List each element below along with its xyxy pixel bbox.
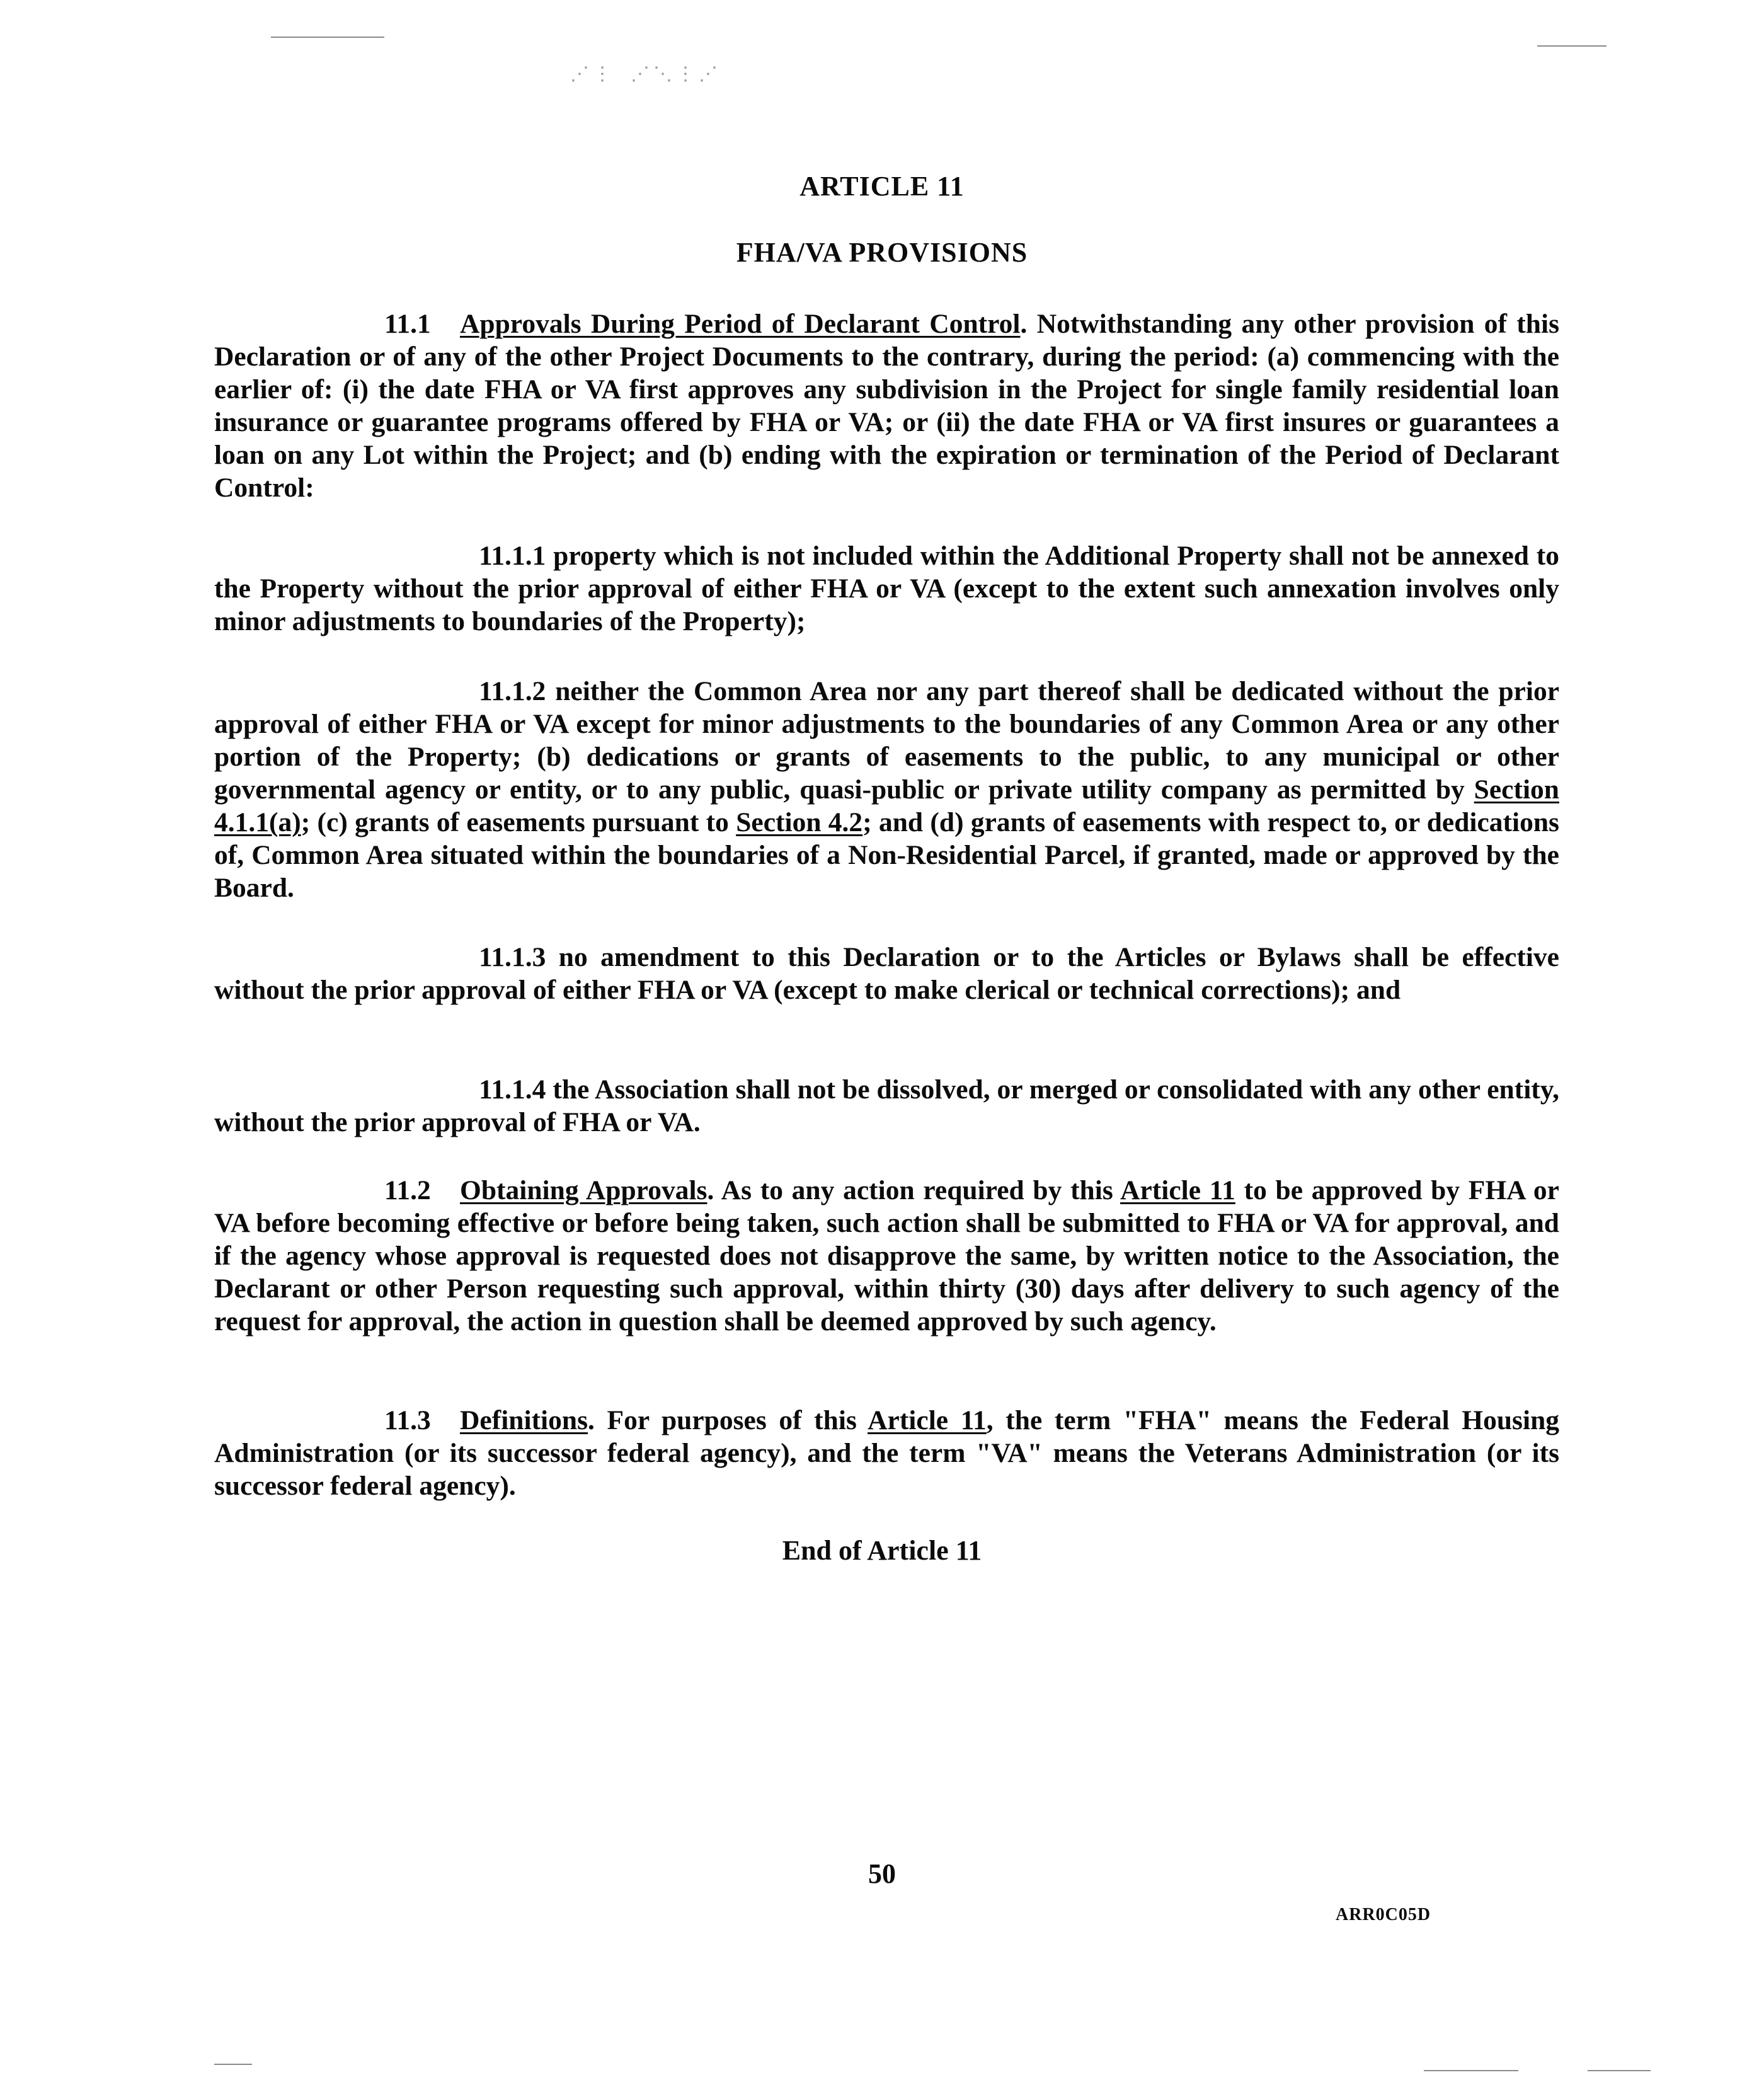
section-heading: Definitions [460, 1405, 588, 1435]
section-number: 11.3 [384, 1405, 431, 1435]
section-11-1 [214, 308, 1559, 504]
section-ref-link: Article 11 [868, 1405, 987, 1435]
scan-stamp-mark: ⋰⋮ ⋰⋱⋮⋰ [570, 65, 722, 86]
section-ref-link: Article 11 [1120, 1175, 1235, 1205]
section-number: 11.1.4 [479, 1074, 546, 1105]
section-body-b: , the term "FHA" means the Federal Housing Administration (or its successor federal agency), and the term "VA" means the Veterans Administration (or its successor federal agency). [214, 1405, 1560, 1501]
section-11-2 [214, 1174, 1559, 1338]
section-11-3 [214, 1404, 1559, 1502]
section-11-1-1 [214, 539, 1559, 638]
section-body-c: ; and (d) grants of easements with respect to, or dedications of, Common Area situated within the boundaries of a Non-Residential Parcel, if granted, made or approved by the Board. [214, 807, 1559, 903]
section-number: 11.1 [384, 309, 431, 339]
section-body: no amendment to this Declaration or to the Articles or Bylaws shall be effective without the prior approval of either FHA or VA (except to make clerical or technical corrections); and [214, 942, 1559, 1005]
section-ref-link: Section 4.2 [736, 807, 863, 837]
section-body-a: . For purposes of this [588, 1405, 868, 1435]
scan-edge-bottom-far-right [1588, 2070, 1651, 2071]
scan-edge-top-left [271, 37, 384, 38]
article-heading: ARTICLE 11 [799, 171, 965, 202]
section-11-1-3 [214, 941, 1559, 1006]
section-number: 11.1.1 [479, 541, 546, 571]
section-number: 11.1.2 [479, 676, 546, 706]
section-body-b: to be approved by FHA or VA before becoming effective or before being taken, such action shall be submitted to FHA or VA for approval, and if the agency whose approval is requested does not disapprove the same, by written notice to the Association, the Declarant or other Person requesting such approval, within thirty (30) days after delivery to such agency of the request for approval, the action in question shall be deemed approved by such agency. [214, 1175, 1559, 1337]
section-heading: Obtaining Approvals [460, 1175, 707, 1205]
section-body: . Notwithstanding any other provision of this Declaration or of any of the other Project Documents to the contrary, during the period: (a) commencing with the earlier of: (i) the date FHA or VA first approves any subdivision in the Project for single family residential loan insurance or guarantee programs offered by FHA or VA; or (ii) the date FHA or VA first insures or guarantees a loan on any Lot within the Project; and (b) ending with the expiration or termination of the Period of Declarant Control: [214, 309, 1560, 503]
section-number: 11.1.3 [479, 942, 546, 972]
article-title: FHA/VA PROVISIONS [736, 237, 1028, 268]
scan-edge-top-right [1537, 45, 1606, 47]
section-body-b: ; (c) grants of easements pursuant to [301, 807, 736, 837]
section-body-a: neither the Common Area nor any part thereof shall be dedicated without the prior approval of either FHA or VA except for minor adjustments to the boundaries of any Common Area or any other portion of the Property; (b) dedications or grants of easements to the public, to any municipal or other governmental agency or entity, or to any public, quasi-public or private utility company as permitted by [214, 676, 1560, 805]
document-code: ARR0C05D [1336, 1905, 1431, 1924]
section-11-1-2 [214, 675, 1559, 904]
scan-edge-bottom-left [214, 2064, 252, 2065]
section-number: 11.2 [384, 1175, 431, 1205]
section-body-a: . As to any action required by this [707, 1175, 1121, 1205]
section-body: property which is not included within the Additional Property shall not be annexed to the Property without the prior approval of either FHA or VA (except to the extent such annexation involves only minor adjustments to boundaries of the Property); [214, 541, 1560, 636]
section-ref-link: Section 4.1.1(a) [214, 774, 1559, 837]
page-number: 50 [868, 1858, 896, 1889]
end-of-article: End of Article 11 [782, 1535, 982, 1566]
section-11-1-4 [214, 1073, 1559, 1139]
section-heading: Approvals During Period of Declarant Control [460, 309, 1021, 339]
scan-edge-bottom-right [1424, 2070, 1518, 2071]
section-body: the Association shall not be dissolved, or merged or consolidated with any other entity, without the prior approval of FHA or VA. [214, 1074, 1559, 1137]
